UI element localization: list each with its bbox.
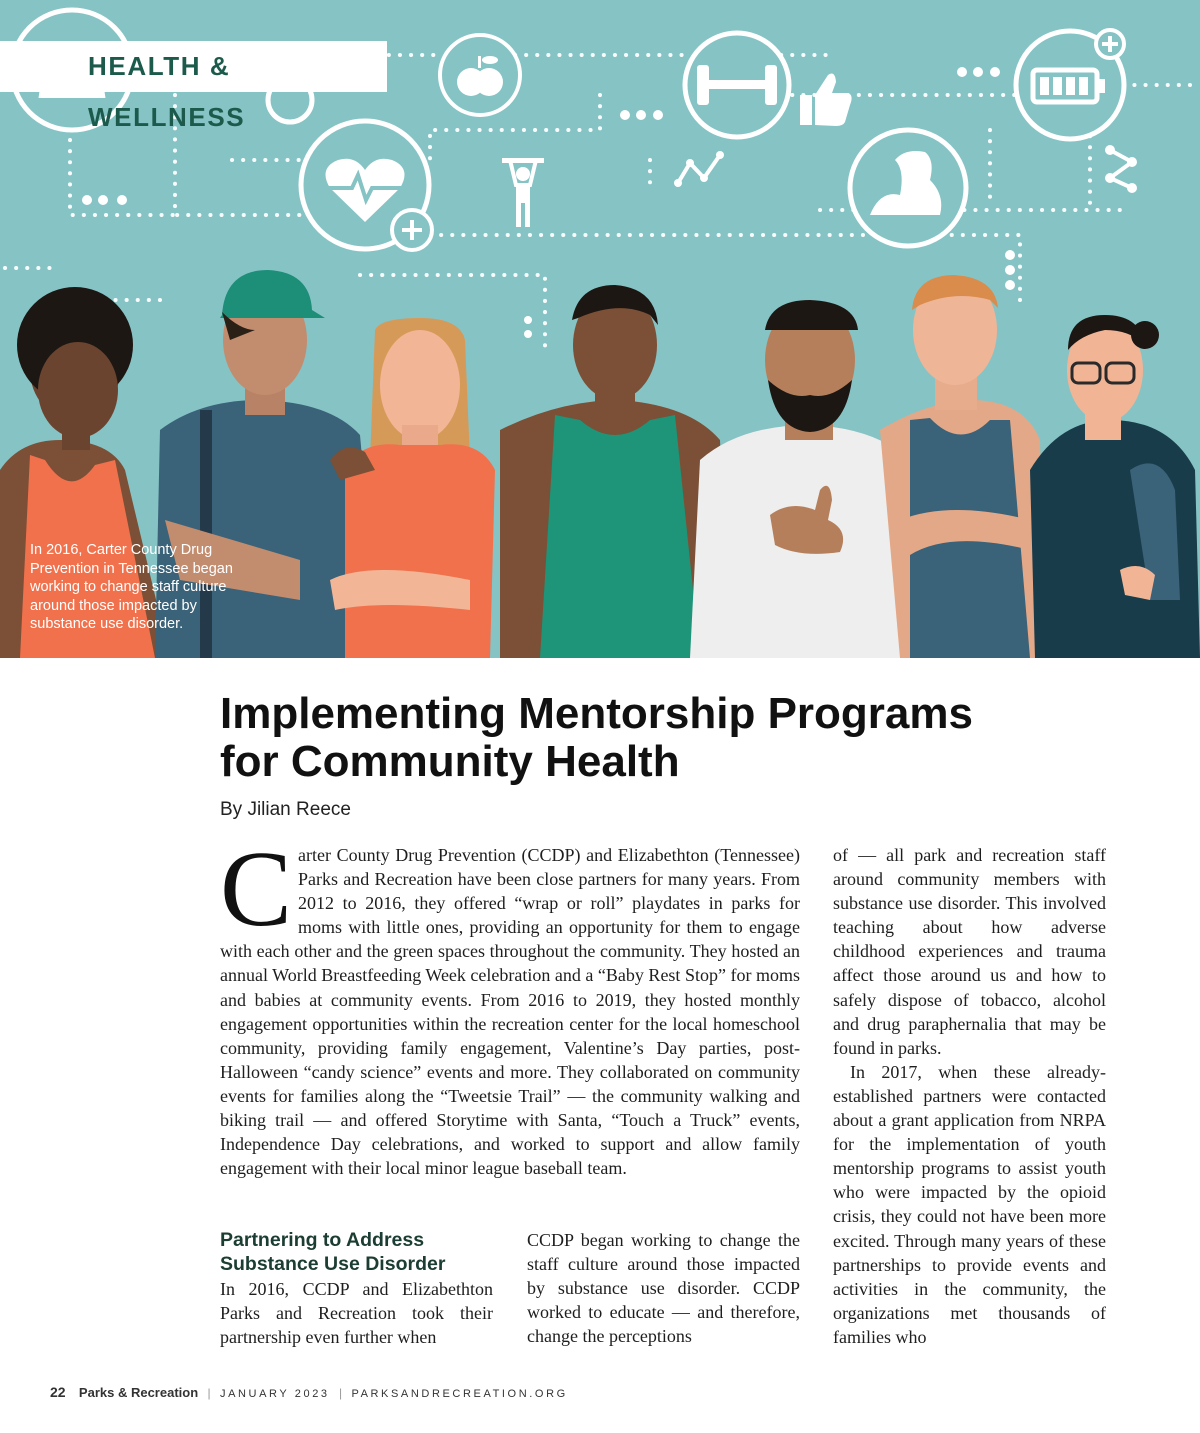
person-glasses-woman bbox=[1030, 315, 1200, 658]
right-column bbox=[833, 843, 1106, 1349]
right-paragraph-1: of — all park and recreation staff around community members with substance use disorder. This involved teaching about how adverse childhood experiences and trauma affect those around us and how to safely dispose of tobacco, alcohol and drug paraphernalia that may be found in parks. bbox=[833, 845, 1106, 1058]
website-link[interactable]: PARKSANDRECREATION.ORG bbox=[351, 1388, 568, 1400]
footer-separator: | bbox=[207, 1386, 211, 1400]
share-icon bbox=[1105, 145, 1137, 193]
muscle-arm-icon bbox=[850, 130, 966, 246]
subsection-column-2 bbox=[527, 1228, 800, 1348]
apple-icon bbox=[440, 35, 520, 115]
subhead: Partnering to Address Substance Use Disorder bbox=[220, 1229, 446, 1275]
page-footer bbox=[50, 1384, 568, 1400]
photo-caption: In 2016, Carter County Drug Prevention in Tennessee began working to change staff culture around those impacted by substance use disorder. bbox=[30, 542, 233, 633]
dumbbell-icon bbox=[685, 33, 789, 137]
chart-line-icon bbox=[674, 151, 724, 187]
footer-separator: | bbox=[338, 1386, 343, 1400]
person-blonde-woman bbox=[330, 318, 495, 658]
magazine-name: Parks & Recreation bbox=[78, 1385, 199, 1400]
battery-icon bbox=[1016, 30, 1124, 139]
subsection-paragraph-a: In 2016, CCDP and Elizabethton Parks and Recreation took their partnership even further when bbox=[220, 1279, 493, 1348]
section-label: HEALTH & WELLNESS bbox=[0, 41, 387, 92]
weightlifter-icon bbox=[502, 158, 544, 227]
thumbs-up-icon bbox=[800, 74, 852, 126]
lead-column bbox=[220, 830, 800, 1180]
article-title-line-2: for Community Health bbox=[220, 737, 680, 786]
article-title-line-1: Implementing Mentorship Programs bbox=[220, 689, 973, 738]
subsection-paragraph-b: CCDP began working to change the staff culture around those impacted by substance use disorder. CCDP worked to educate — and therefore, change the perceptions bbox=[527, 1230, 800, 1347]
person-redhead-man bbox=[880, 275, 1045, 658]
issue-date: JANUARY 2023 bbox=[219, 1388, 330, 1400]
subsection-column-1 bbox=[220, 1228, 493, 1349]
byline: By Jilian Reece bbox=[220, 799, 351, 820]
right-paragraph-2: In 2017, when these already-established partners were contacted about a grant application from NRPA for the implementation of youth mentorship programs to assist youth who were impacted by the opioid crisis, they could not have been more excited. Through many years of these partnerships to provide events and activities in the community, the organizations met thousands of families who bbox=[833, 1061, 1106, 1347]
article-title bbox=[220, 690, 1120, 786]
lead-paragraph-text: arter County Drug Prevention (CCDP) and Elizabethton (Tennessee) Parks and Recreation have been close partners for many years. From 2012 to 2016, they offered “wrap or roll” playdates in parks for moms with little ones, providing an opportunity for them to engage with each other and the green spaces throughout the community. They hosted an annual World Breastfeeding Week celebration and a “Baby Rest Stop” for moms and babies at community events. From 2016 to 2019, they hosted monthly engagement opportunities within the recreation center for the local homeschool community, providing family engagement, Valentine’s Day parties, post-Halloween “candy science” events and more. They collaborated on community events for families along the “Tweetsie Trail” — the community walking and biking trail — and offered Storytime with Santa, “Touch a Truck” events, Independence Day celebrations, and worked to support and allow family engagement with their local minor league baseball team. bbox=[220, 845, 800, 1179]
drop-cap: C bbox=[220, 830, 293, 949]
lead-paragraph bbox=[220, 830, 800, 1180]
hero-illustration bbox=[0, 0, 1200, 658]
plus-icon bbox=[392, 210, 432, 250]
page-number: 22 bbox=[50, 1384, 66, 1400]
